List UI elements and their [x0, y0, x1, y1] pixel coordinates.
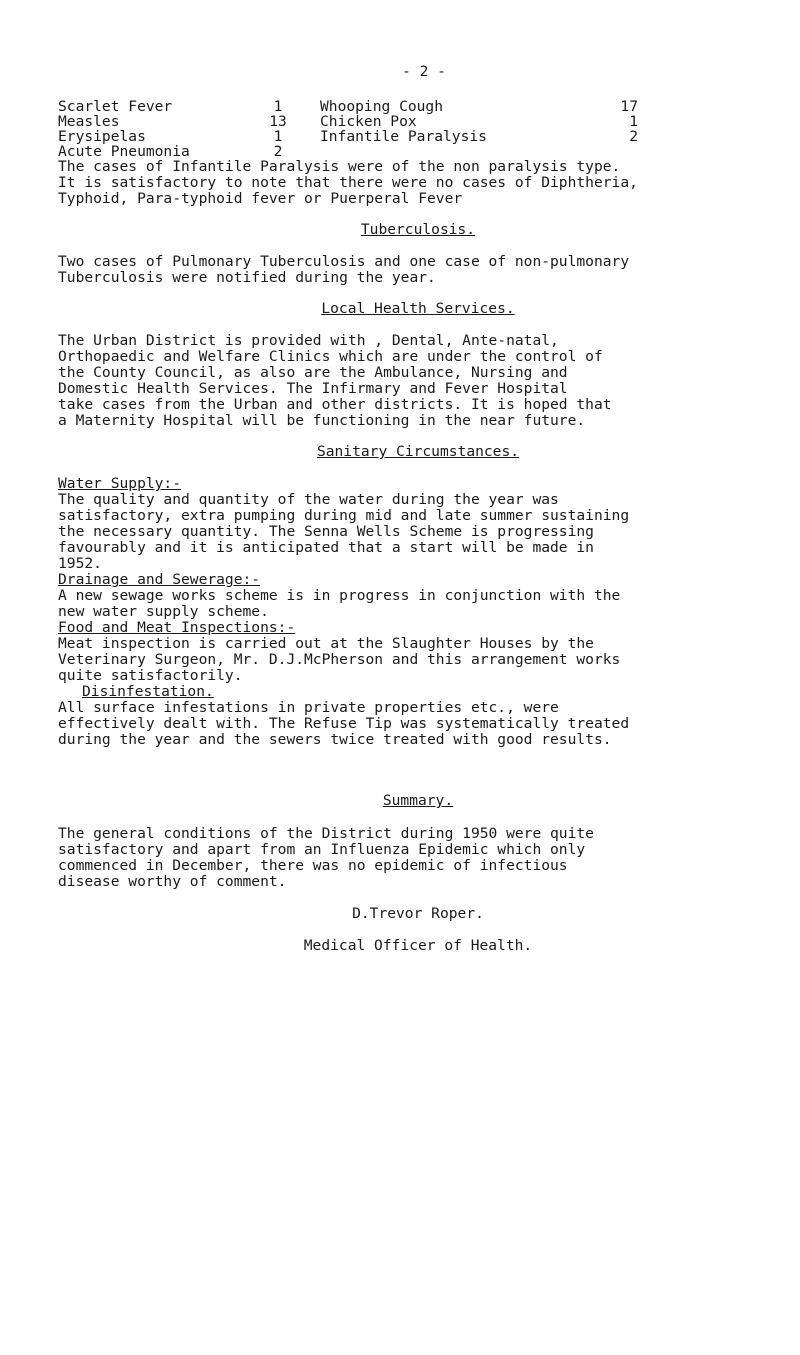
- case-count: 1: [629, 113, 638, 130]
- case-count: 1: [273, 128, 283, 145]
- case-count: 17: [620, 98, 638, 115]
- text-line: Domestic Health Services. The Infirmary and Fever Hospital: [58, 380, 568, 397]
- text-line: The cases of Infantile Paralysis were of the non paralysis type.: [58, 158, 621, 175]
- case-count: 2: [629, 128, 638, 145]
- text-line: satisfactory and apart from an Influenza Epidemic which only: [58, 841, 586, 858]
- text-line: The general conditions of the District during 1950 were quite: [58, 825, 594, 842]
- text-line: Tuberculosis were notified during the year.: [58, 269, 436, 286]
- text-line: a Maternity Hospital will be functioning in the near future.: [58, 412, 586, 429]
- text-line: new water supply scheme.: [58, 603, 269, 620]
- text-line: commenced in December, there was no epidemic of infectious: [58, 857, 568, 874]
- text-line: during the year and the sewers twice treated with good results.: [58, 731, 612, 748]
- text-line: take cases from the Urban and other districts. It is hoped that: [58, 396, 612, 413]
- disease-name: Erysipelas: [58, 128, 146, 145]
- case-count: 13: [269, 113, 287, 130]
- text-line: Meat inspection is carried out at the Slaughter Houses by the: [58, 635, 594, 652]
- text-line: The quality and quantity of the water during the year was: [58, 491, 559, 508]
- local-health-heading: Local Health Services.: [321, 300, 515, 317]
- text-line: Two cases of Pulmonary Tuberculosis and one case of non-pulmonary: [58, 253, 630, 270]
- text-line: Veterinary Surgeon, Mr. D.J.McPherson and this arrangement works: [58, 651, 621, 668]
- text-line: Typhoid, Para-typhoid fever or Puerperal Fever: [58, 190, 463, 207]
- disease-name: Measles: [58, 113, 120, 130]
- notifications-table: [58, 99, 778, 159]
- intro-paragraph: [58, 159, 778, 207]
- disease-name: Scarlet Fever: [58, 98, 173, 115]
- water-supply-title: Water Supply:-: [58, 475, 182, 492]
- tuberculosis-paragraph: [58, 254, 778, 286]
- disease-name: Whooping Cough: [320, 98, 444, 115]
- page-number: - 2 -: [402, 63, 446, 80]
- text-line: The Urban District is provided with , Dental, Ante-natal,: [58, 332, 559, 349]
- text-line: A new sewage works scheme is in progress in conjunction with the: [58, 587, 621, 604]
- table-row: [58, 144, 778, 159]
- disease-name: Infantile Paralysis: [320, 128, 487, 145]
- text-line: All surface infestations in private properties etc., were: [58, 699, 559, 716]
- disease-name: Chicken Pox: [320, 113, 417, 130]
- food-inspection-title: Food and Meat Inspections:-: [58, 619, 296, 636]
- table-row: [58, 99, 778, 114]
- disease-name: Acute Pneumonia: [58, 143, 190, 160]
- text-line: satisfactory, extra pumping during mid and late summer sustaining: [58, 507, 630, 524]
- case-count: 1: [273, 98, 283, 115]
- signature-title: Medical Officer of Health.: [303, 937, 533, 954]
- text-line: It is satisfactory to note that there were no cases of Diphtheria,: [58, 174, 638, 191]
- sanitary-section: [58, 476, 778, 748]
- text-line: the necessary quantity. The Senna Wells Scheme is progressing: [58, 523, 594, 540]
- text-line: 1952.: [58, 555, 102, 572]
- table-row: [58, 114, 778, 129]
- case-count: 2: [273, 143, 283, 160]
- text-line: Orthopaedic and Welfare Clinics which are under the control of: [58, 348, 603, 365]
- sanitary-heading: Sanitary Circumstances.: [316, 443, 520, 460]
- summary-paragraph: [58, 826, 778, 890]
- text-line: effectively dealt with. The Refuse Tip was systematically treated: [58, 715, 630, 732]
- local-health-paragraph: [58, 333, 778, 429]
- summary-heading: Summary.: [382, 792, 454, 809]
- table-row: [58, 129, 778, 144]
- text-line: favourably and it is anticipated that a start will be made in: [58, 539, 594, 556]
- text-line: disease worthy of comment.: [58, 873, 287, 890]
- text-line: the County Council, as also are the Ambulance, Nursing and: [58, 364, 568, 381]
- text-line: quite satisfactorily.: [58, 667, 243, 684]
- tuberculosis-heading: Tuberculosis.: [360, 221, 476, 238]
- signature-name: D.Trevor Roper.: [352, 905, 484, 922]
- disinfestation-title: Disinfestation.: [82, 683, 214, 700]
- drainage-title: Drainage and Sewerage:-: [58, 571, 261, 588]
